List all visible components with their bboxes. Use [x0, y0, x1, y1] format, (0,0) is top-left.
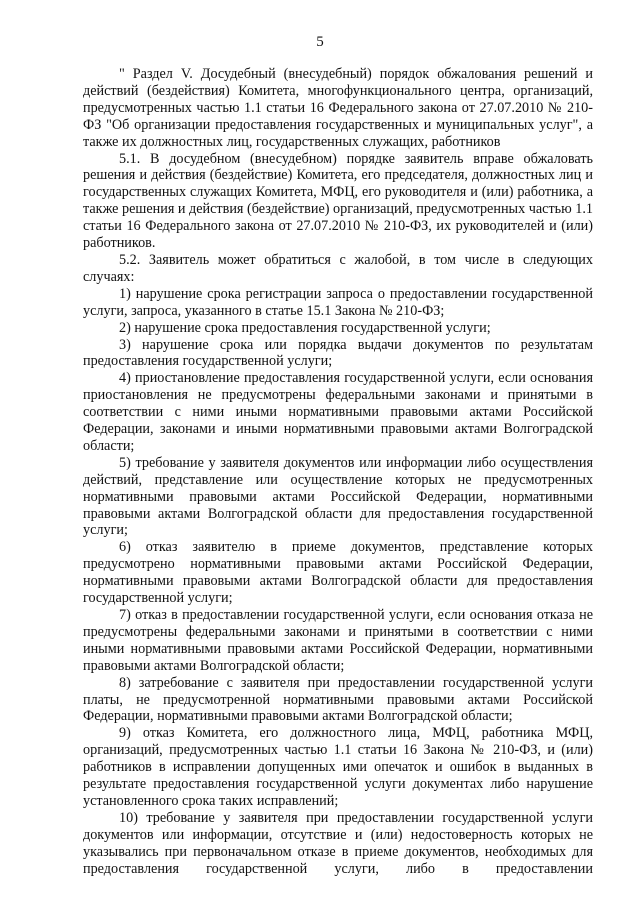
list-item-4: 4) приостановление предоставления государственной услуги, если основания приостановления не предусмотрены федеральными законами и принятыми в соответствии с ними иными нормативными правовыми актами Российской Федерации, законами и иными нормативными правовыми актами Волгоградской области;: [83, 370, 593, 454]
list-item-7: 7) отказ в предоставлении государственной услуги, если основания отказа не предусмотрены федеральными законами и принятыми в соответствии с ними иными нормативными правовыми актами Российской Федерации, нормативными правовыми актами Волгоградской области;: [83, 607, 593, 674]
list-item-3: 3) нарушение срока или порядка выдачи документов по результатам предоставления государственной услуги;: [83, 336, 593, 370]
list-item-1: 1) нарушение срока регистрации запроса о предоставлении государственной услуги, запроса, указанного в статье 15.1 Закона № 210-ФЗ;: [83, 285, 593, 319]
paragraph-5-1: 5.1. В досудебном (внесудебном) порядке заявитель вправе обжаловать решения и действия (бездействие) Комитета, его председателя, должностных лиц и государственных служащих Комитета, МФЦ, его руководителя и (или) работника, а также решения и действия (бездействие) организаций, предусмотренных частью 1.1 статьи 16 Федерального закона от 27.07.2010 № 210-ФЗ, их руководителей и (или) работников.: [83, 150, 593, 252]
list-item-5: 5) требование у заявителя документов или информации либо осуществления действий, представление или осуществление которых не предусмотренных нормативными правовыми актами Российской Федерации, нормативными правовыми актами Волгоградской области для предоставления государственной услуги;: [83, 454, 593, 539]
list-item-10: 10) требование у заявителя при предоставлении государственной услуги документов или информации, отсутствие и (или) недостоверность которых не указывались при первоначальном отказе в приеме документов, необходимых для предоставления государственной услуги, либо в предоставлении: [83, 809, 593, 877]
document-body: [83, 66, 593, 878]
list-item-6: 6) отказ заявителю в приеме документов, представление которых предусмотрено нормативными правовыми актами Российской Федерации, нормативными правовыми актами Волгоградской области для предоставления государственной услуги;: [83, 539, 593, 607]
list-item-8: 8) затребование с заявителя при предоставлении государственной услуги платы, не предусмотренной нормативными правовыми актами Российской Федерации, нормативными правовыми актами Волгоградской области;: [83, 674, 593, 725]
page-number: 5: [316, 34, 324, 50]
list-item-9: 9) отказ Комитета, его должностного лица, МФЦ, работника МФЦ, организаций, предусмотренных частью 1.1 статьи 16 Закона № 210-ФЗ, и (или) работников в исправлении допущенных ими опечаток и ошибок в выданных в результате предоставления государственной услуги документах либо нарушение установленного срока таких исправлений;: [83, 725, 593, 809]
list-item-2: 2) нарушение срока предоставления государственной услуги;: [119, 319, 491, 336]
section-heading-paragraph: " Раздел V. Досудебный (внесудебный) порядок обжалования решений и действий (бездействия) Комитета, многофункционального центра, организаций, предусмотренных частью 1.1 статьи 16 Федерального закона от 27.07.2010 № 210-ФЗ "Об организации предоставления государственных и муниципальных услуг", а также их должностных лиц, государственных служащих, работников: [83, 66, 593, 150]
paragraph-5-2: 5.2. Заявитель может обратиться с жалобой, в том числе в следующих случаях:: [83, 251, 593, 285]
